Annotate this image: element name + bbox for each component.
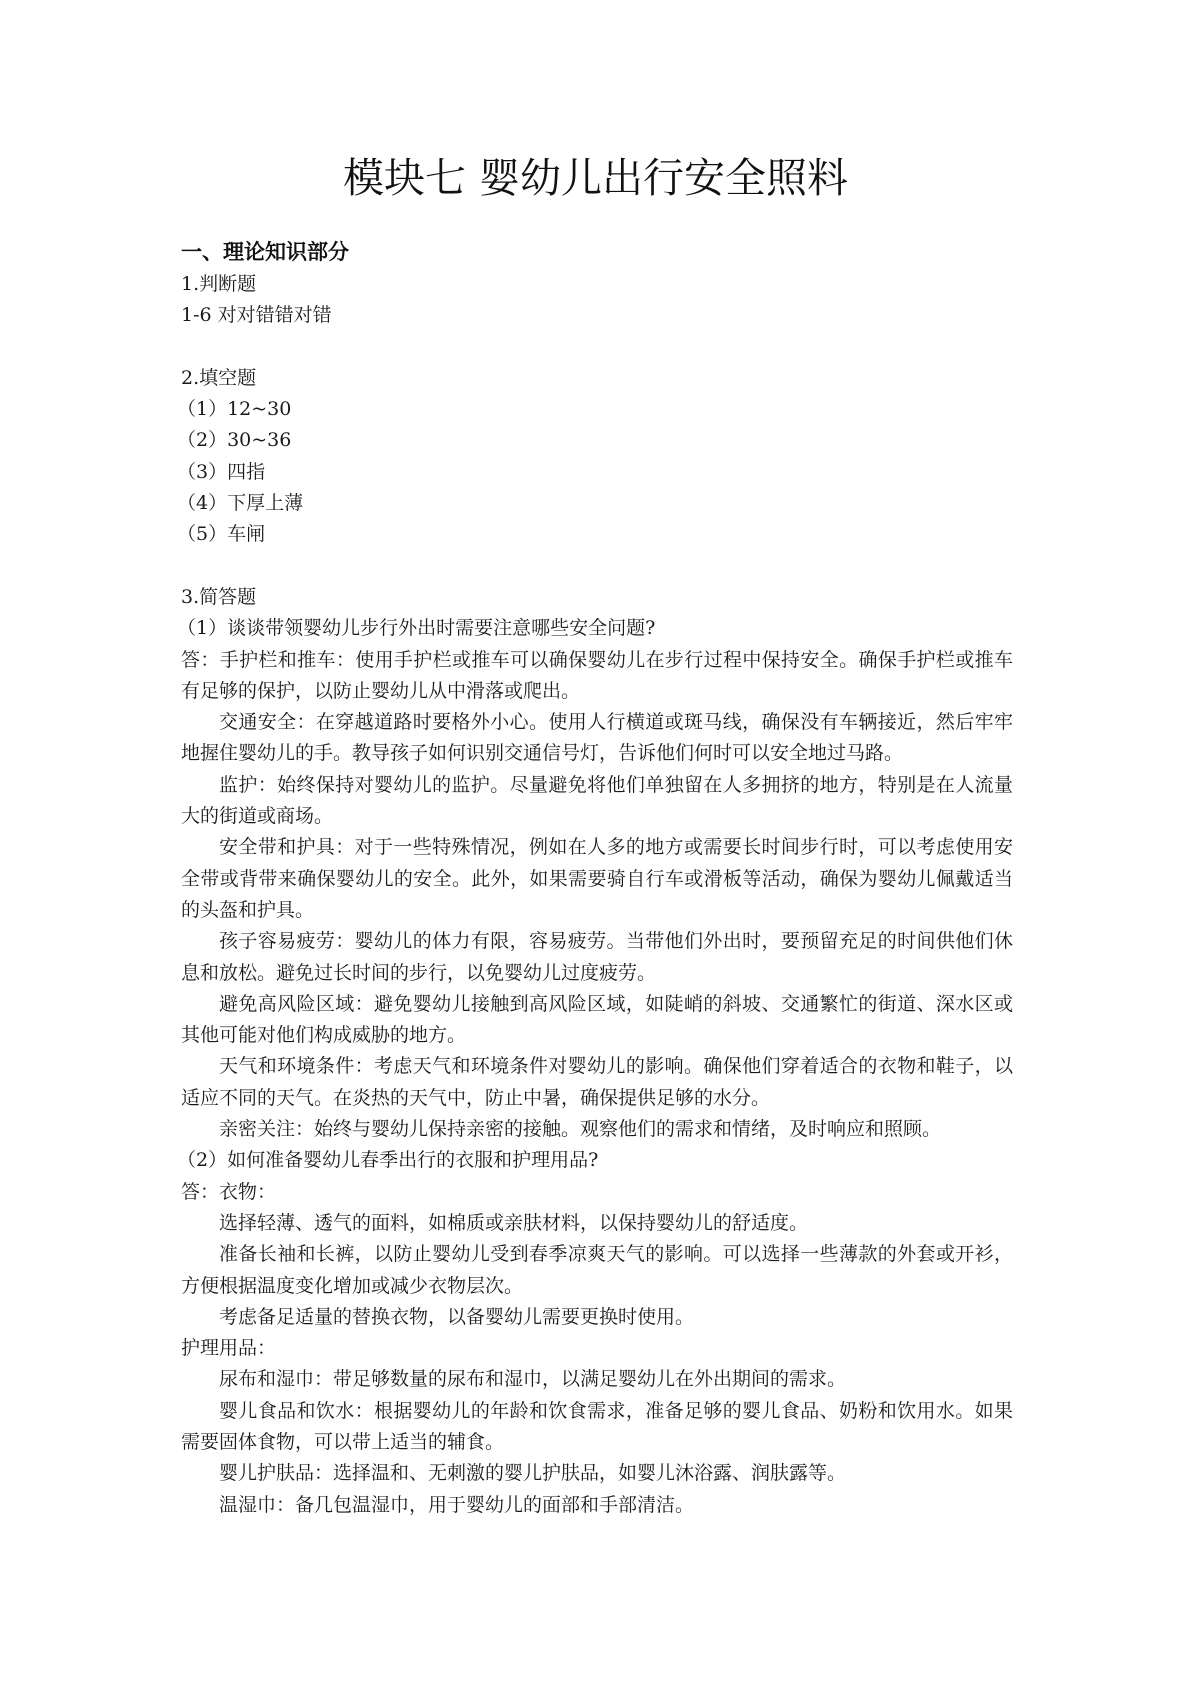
spacer bbox=[181, 332, 1013, 363]
page-title: 模块七 婴幼儿出行安全照料 bbox=[342, 154, 849, 202]
answer-paragraph: 天气和环境条件：考虑天气和环境条件对婴幼儿的影响。确保他们穿着适合的衣物和鞋子，以适应不同的天气。在炎热的天气中，防止中暑，确保提供足够的水分。 bbox=[181, 1055, 1013, 1109]
judgment-answers: 1-6 对对错错对错 bbox=[181, 304, 332, 327]
fill-item: （4）下厚上薄 bbox=[177, 492, 304, 515]
clothes-label: 答：衣物： bbox=[181, 1180, 277, 1203]
clothes-item: 准备长袖和长裤，以防止婴幼儿受到春季凉爽天气的影响。可以选择一些薄款的外套或开衫，方便根据温度变化增加或减少衣物层次。 bbox=[181, 1243, 1013, 1297]
answer-paragraph: 避免高风险区域：避免婴幼儿接触到高风险区域，如陡峭的斜坡、交通繁忙的街道、深水区或其他可能对他们构成威胁的地方。 bbox=[181, 992, 1013, 1047]
answer-paragraph: 交通安全：在穿越道路时要格外小心。使用人行横道或斑马线，确保没有车辆接近，然后牢牢地握住婴幼儿的手。教导孩子如何识别交通信号灯，告诉他们何时可以安全地过马路。 bbox=[181, 711, 1013, 765]
judgment-title: 1.判断题 bbox=[181, 273, 257, 295]
fill-item: （1）12~30 bbox=[177, 398, 292, 421]
answer-paragraph: 安全带和护具：对于一些特殊情况，例如在人多的地方或需要长时间步行时，可以考虑使用安全带或背带来确保婴幼儿的安全。此外，如果需要骑自行车或滑板等活动，确保为婴幼儿佩戴适当的头盔和护具。 bbox=[181, 836, 1013, 921]
clothes-item: 考虑备足适量的替换衣物，以备婴幼儿需要更换时使用。 bbox=[219, 1305, 695, 1328]
care-item: 婴儿食品和饮水：根据婴幼儿的年龄和饮食需求，准备足够的婴儿食品、奶粉和饮用水。如果需要固体食物，可以带上适当的辅食。 bbox=[181, 1399, 1013, 1453]
care-item: 尿布和湿巾：带足够数量的尿布和湿巾，以满足婴幼儿在外出期间的需求。 bbox=[219, 1368, 847, 1391]
fill-item: （2）30~36 bbox=[177, 429, 292, 452]
document-body bbox=[177, 236, 1013, 1521]
answer-1-intro: 答：手护栏和推车：使用手护栏或推车可以确保婴幼儿在步行过程中保持安全。确保手护栏或推车有足够的保护，以防止婴幼儿从中滑落或爬出。 bbox=[181, 648, 1013, 702]
fill-item: （5）车闸 bbox=[177, 523, 266, 546]
question-2: （2）如何准备婴幼儿春季出行的衣服和护理用品? bbox=[177, 1149, 599, 1172]
fill-item: （3）四指 bbox=[177, 460, 266, 483]
short-answer-title: 3.简答题 bbox=[181, 585, 257, 608]
clothes-item: 选择轻薄、透气的面料，如棉质或亲肤材料，以保持婴幼儿的舒适度。 bbox=[219, 1211, 809, 1234]
section-heading: 一、理论知识部分 bbox=[181, 240, 349, 264]
fill-title: 2.填空题 bbox=[181, 366, 257, 389]
answer-paragraph: 亲密关注：始终与婴幼儿保持亲密的接触。观察他们的需求和情绪，及时响应和照顾。 bbox=[219, 1118, 942, 1141]
spacer bbox=[181, 551, 1013, 582]
question-1: （1）谈谈带领婴幼儿步行外出时需要注意哪些安全问题? bbox=[177, 617, 656, 640]
answer-paragraph: 孩子容易疲劳：婴幼儿的体力有限，容易疲劳。当带他们外出时，要预留充足的时间供他们休息和放松。避免过长时间的步行，以免婴幼儿过度疲劳。 bbox=[181, 930, 1013, 984]
care-item: 婴儿护肤品：选择温和、无刺激的婴儿护肤品，如婴儿沐浴露、润肤露等。 bbox=[219, 1462, 847, 1485]
care-item: 温湿巾：备几包温湿巾，用于婴幼儿的面部和手部清洁。 bbox=[219, 1493, 695, 1516]
answer-paragraph: 监护：始终保持对婴幼儿的监护。尽量避免将他们单独留在人多拥挤的地方，特别是在人流量大的街道或商场。 bbox=[181, 773, 1013, 828]
care-label: 护理用品： bbox=[181, 1337, 277, 1360]
